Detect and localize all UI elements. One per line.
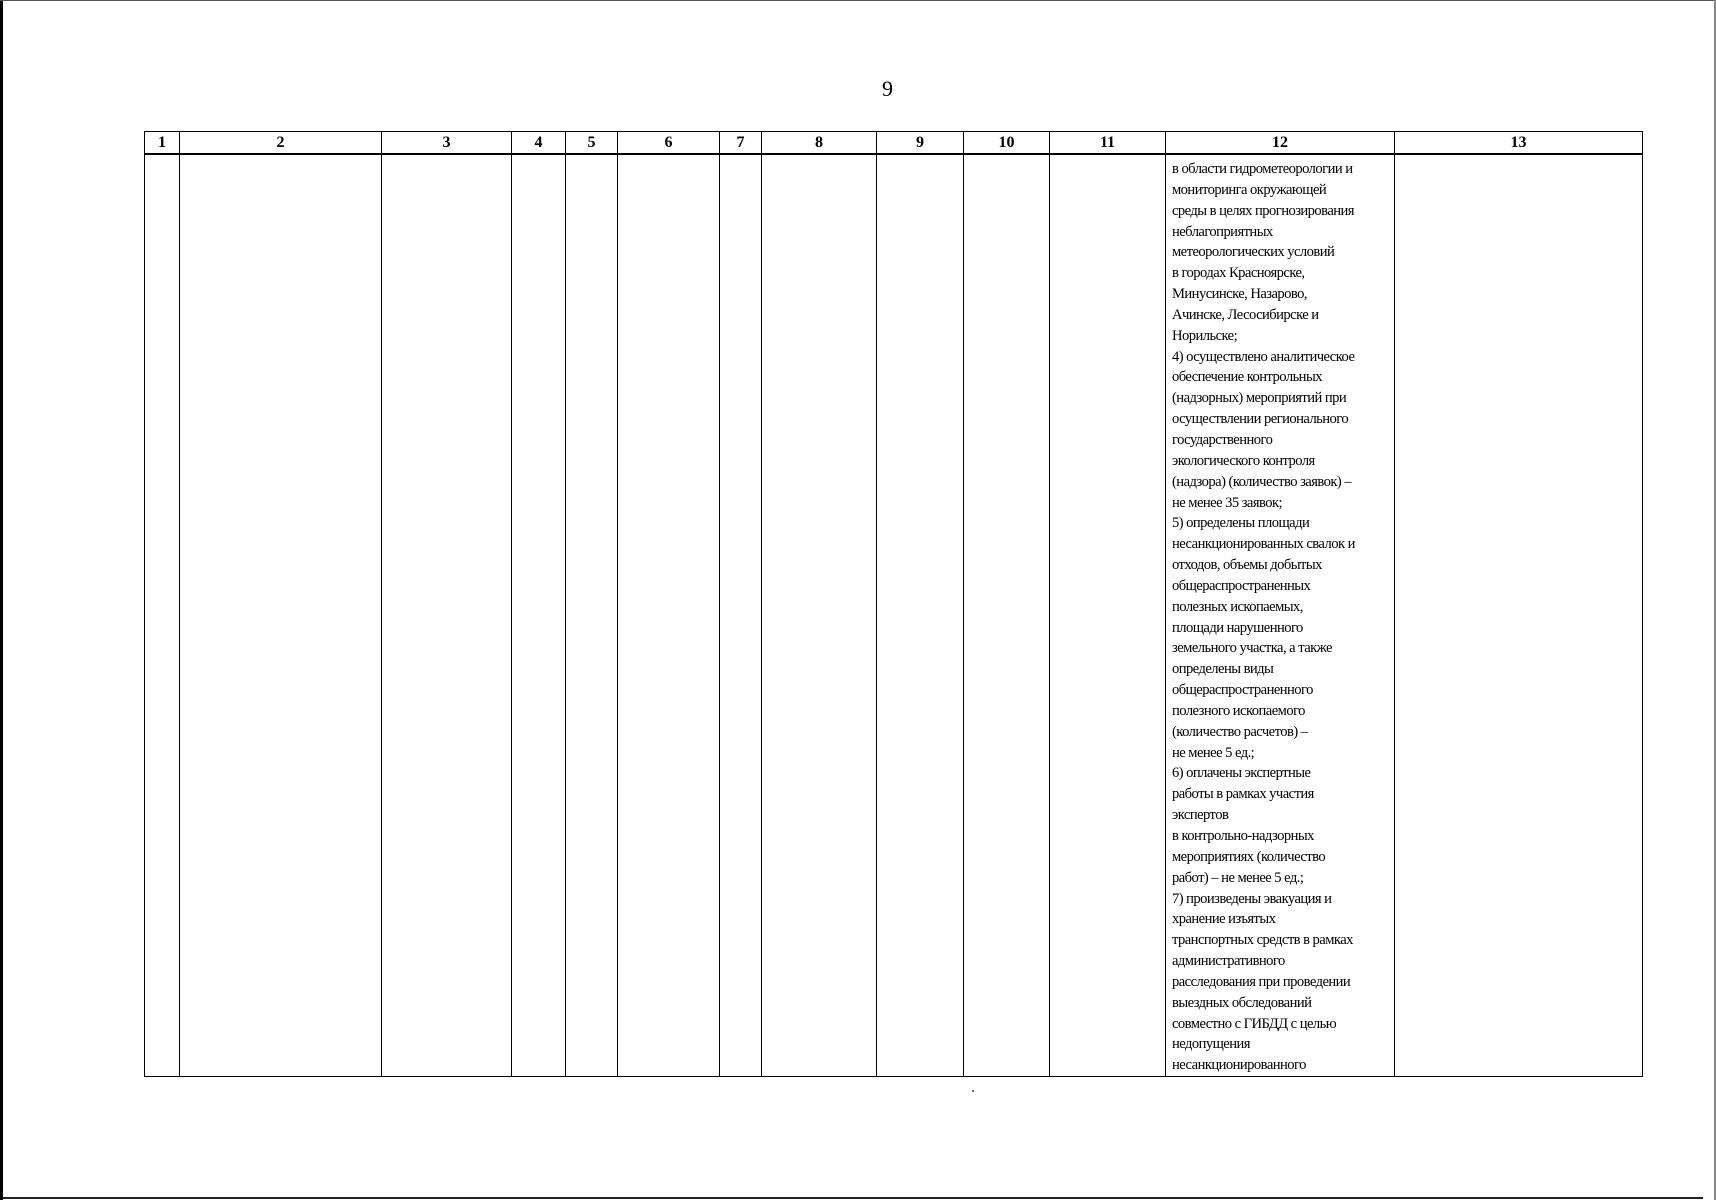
text-line: административного [1172, 953, 1285, 970]
cell-col-3 [382, 154, 512, 1077]
scan-border-bottom [3, 1197, 1703, 1199]
text-line: определены виды [1172, 661, 1274, 678]
column-header-10: 10 [964, 132, 1050, 155]
text-line: несанкционированных свалок и [1172, 536, 1355, 553]
column-header-4: 4 [512, 132, 566, 155]
text-line: обеспечение контрольных [1172, 369, 1322, 386]
text-line: (надзора) (количество заявок) – [1172, 473, 1352, 490]
page-number: 9 [882, 76, 893, 101]
text-line: несанкционированного [1172, 1057, 1306, 1074]
text-line: выездных обследований [1172, 994, 1312, 1011]
cell-col-1 [145, 154, 180, 1077]
table-body-row [145, 154, 1643, 1077]
text-line: совместно с ГИБДД с целью [1172, 1015, 1337, 1032]
text-line: земельного участка, а также [1172, 640, 1332, 657]
cell-col-4 [512, 154, 566, 1077]
column-header-5: 5 [566, 132, 618, 155]
text-line: не менее 35 заявок; [1172, 494, 1283, 511]
text-line: полезного ископаемого [1172, 702, 1305, 719]
text-line: Минусинске, Назарово, [1172, 286, 1308, 303]
cell-col-12-text [1166, 154, 1395, 1077]
text-line: общераспространенных [1172, 577, 1311, 594]
text-line: 4) осуществлено аналитическое [1172, 348, 1355, 365]
cell-col-8 [762, 154, 877, 1077]
text-line: 6) оплачены экспертные [1172, 765, 1311, 782]
text-line: работы в рамках участия [1172, 786, 1314, 803]
column-header-13: 13 [1395, 132, 1643, 155]
text-line: в области гидрометеорологии и [1172, 161, 1353, 177]
text-line: 7) произведены эвакуация и [1172, 890, 1332, 907]
cell-col-2 [180, 154, 382, 1077]
text-line: среды в целях прогнозирования [1172, 202, 1354, 219]
text-line: Норильске; [1172, 327, 1238, 344]
text-line: Ачинске, Лесосибирске и [1172, 306, 1319, 323]
text-line: неблагоприятных [1172, 223, 1273, 240]
cell-col-9 [877, 154, 964, 1077]
column-header-9: 9 [877, 132, 964, 155]
text-line: в контрольно-надзорных [1172, 828, 1314, 844]
text-line: мероприятиях (количество [1172, 848, 1326, 865]
scan-speck [972, 1090, 974, 1092]
table-header-row [145, 132, 1643, 155]
text-line: (надзорных) мероприятий при [1172, 390, 1347, 407]
scan-border-left [0, 0, 3, 1200]
column-header-11: 11 [1050, 132, 1166, 155]
column-header-8: 8 [762, 132, 877, 155]
text-line: не менее 5 ед.; [1172, 744, 1255, 761]
cell-col-11 [1050, 154, 1166, 1077]
cell-col-10 [964, 154, 1050, 1077]
column-header-12: 12 [1166, 132, 1395, 155]
cell-col-6 [618, 154, 720, 1077]
cell-col-7 [720, 154, 762, 1077]
text-line: полезных ископаемых, [1172, 598, 1303, 615]
cell-col-5 [566, 154, 618, 1077]
text-line: общераспространенного [1172, 682, 1313, 699]
text-line: (количество расчетов) – [1172, 723, 1308, 740]
text-line: площади нарушенного [1172, 619, 1303, 636]
column-header-7: 7 [720, 132, 762, 155]
text-line: недопущения [1172, 1036, 1250, 1053]
text-line: 5) определены площади [1172, 515, 1310, 532]
text-line: транспортных средств в рамках [1172, 932, 1353, 949]
document-table [144, 131, 1643, 1077]
text-line: государственного [1172, 431, 1273, 448]
text-line: экологического контроля [1172, 452, 1315, 469]
scan-border-top [0, 0, 1716, 1]
text-line: работ) – не менее 5 ед.; [1172, 869, 1304, 886]
column-header-2: 2 [180, 132, 382, 155]
text-line: осуществлении регионального [1172, 411, 1349, 428]
text-line: в городах Красноярске, [1172, 265, 1305, 282]
column-header-3: 3 [382, 132, 512, 155]
column-header-1: 1 [145, 132, 180, 155]
text-line: отходов, объемы добытых [1172, 557, 1322, 574]
cell-col-13 [1395, 154, 1643, 1077]
text-line: метеорологических условий [1172, 244, 1335, 261]
column-header-6: 6 [618, 132, 720, 155]
text-line: экспертов [1172, 807, 1229, 824]
text-line: мониторинга окружающей [1172, 181, 1327, 198]
text-line: хранение изъятых [1172, 911, 1276, 928]
text-line: расследования при проведении [1172, 973, 1351, 990]
